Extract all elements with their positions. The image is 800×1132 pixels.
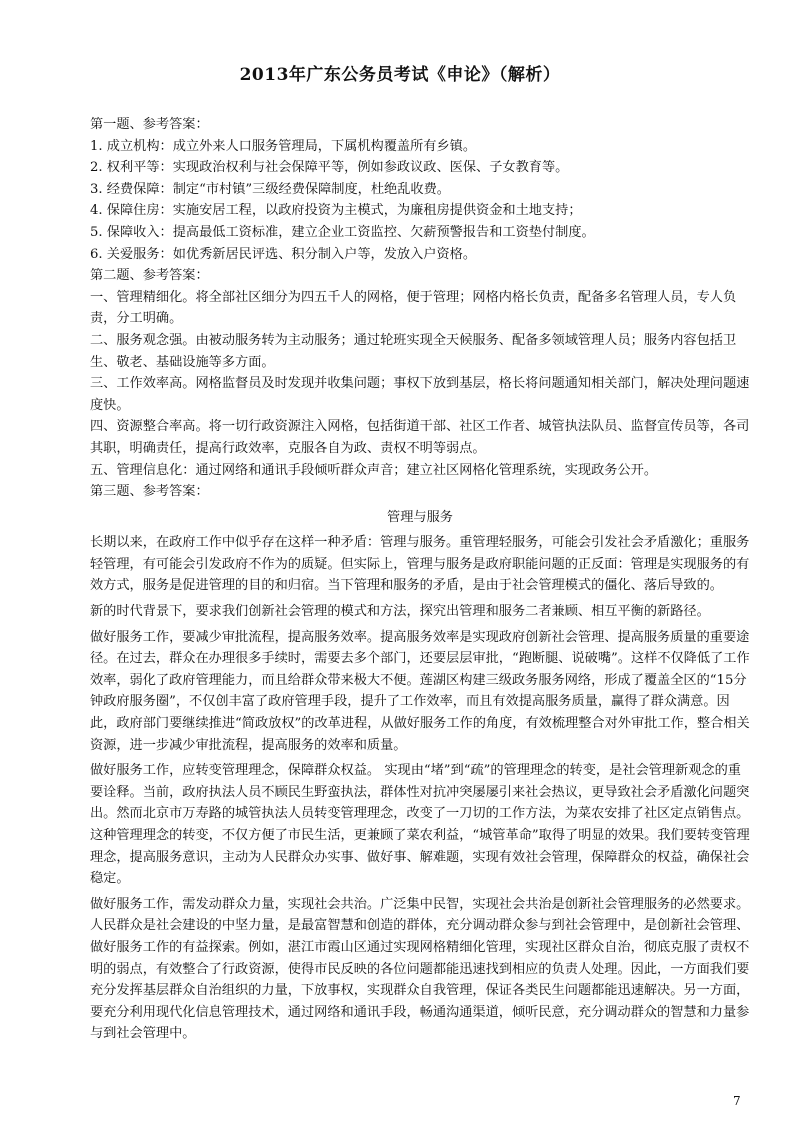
essay-paragraph: 做好服务工作，需发动群众力量，实现社会共治。广泛集中民智，实现社会共治是创新社会管理服务的必然要求。人民群众是社会建设的中坚力量，是最富智慧和创造的群体，充分调动群众参与到社会管理中，是创新社会管理、做好服务工作的有益探索。例如，湛江市霞山区通过实现网格精细化管理，实现社区群众自治，彻底克服了责权不明的弱点，有效整合了行政资源，使得市民反映的各位问题都能迅速找到相应的负责人处理。因此，一方面我们要充分发挥基层群众自治组织的力量，下放事权，实现群众自我管理，保证各类民生问题都能迅速解决。另一方面，要充分利用现代化信息管理技术，通过网络和通讯手段，畅通沟通渠道，倾听民意，充分调动群众的智慧和力量参与到社会管理中。 <box>90 896 750 1042</box>
section1-item: 4. 保障住房：实施安居工程，以政府投资为主模式，为廉租房提供资金和土地支持； <box>90 203 582 219</box>
page-number: 7 <box>733 1094 741 1108</box>
section1-item: 1. 成立机构：成立外来人口服务管理局，下属机构覆盖所有乡镇。 <box>90 138 477 154</box>
section1-item: 5. 保障收入：提高最低工资标准，建立企业工资监控、欠薪预警报告和工资垫付制度。 <box>90 224 595 240</box>
section1-heading: 第一题、参考答案： <box>90 117 209 132</box>
essay-paragraph: 长期以来，在政府工作中似乎存在这样一种矛盾：管理与服务。重管理轻服务，可能会引发社会矛盾激化；重服务轻管理，有可能会引发政府不作为的质疑。但实际上，管理与服务是政府职能问题的正反面：管理是实现服务的有效方式，服务是促进管理的目的和归宿。当下管理和服务的矛盾，是由于社会管理模式的僵化、落后导致的。 <box>90 535 750 594</box>
section3-heading: 第三题、参考答案： <box>90 484 209 500</box>
section2-item: 三、工作效率高。网格监督员及时发现并收集问题；事权下放到基层，格长将问题通知相关部门，解决处理问题速度快。 <box>90 376 750 413</box>
essay-paragraph: 新的时代背景下，要求我们创新社会管理的模式和方法，探究出管理和服务二者兼顾、相互平衡的新路径。 <box>90 604 710 620</box>
section2-item: 二、服务观念强。由被动服务转为主动服务；通过轮班实现全天候服务、配备多领域管理人员；服务内容包括卫生、敬老、基础设施等多方面。 <box>90 332 737 370</box>
essay-paragraph: 做好服务工作，应转变管理理念，保障群众权益。 实现由“堵”到“疏”的管理理念的转变，是社会管理新观念的重要诠释。当前，政府执法人员不顾民生野蛮执法，群体性对抗冲突屡屡引来社会热议，更导致社会矛盾激化问题突出。然而北京市万寿路的城管执法人员转变管理理念，改变了一刀切的工作方法，为菜农安排了社区定点销售点。这种管理理念的转变，不仅方便了市民生活，更兼顾了菜农利益，“城管革命”取得了明显的效果。我们要转变管理理念，提高服务意识，主动为人民群众办实事、做好事、解难题，实现有效社会管理，保障群众的权益，确保社会稳定。 <box>90 763 750 887</box>
section1-item: 2. 权利平等：实现政治权利与社会保障平等，例如参政议政、医保、子女教育等。 <box>90 160 569 176</box>
essay-title: 管理与服务 <box>387 509 453 525</box>
section2-item: 五、管理信息化：通过网络和通讯手段倾听群众声音；建立社区网格化管理系统，实现政务公开。 <box>90 462 658 478</box>
section1-item: 6. 关爱服务：如优秀新居民评选、积分制入户等，发放入户资格。 <box>90 246 477 262</box>
section2-heading: 第二题、参考答案： <box>90 268 209 284</box>
section1-item: 3. 经费保障：制定“市村镇”三级经费保障制度，杜绝乱收费。 <box>90 181 450 197</box>
section2-item: 四、资源整合率高。将一切行政资源注入网格，包括街道干部、社区工作者、城管执法队员、监督宣传员等，各司其职，明确责任，提高行政效率，克服各自为政、责权不明等弱点。 <box>90 419 750 456</box>
document-body <box>90 114 750 1045</box>
section2-item: 一、管理精细化。将全部社区细分为四五千人的网格，便于管理；网格内格长负责，配备多名管理人员，专人负责，分工明确。 <box>90 289 737 327</box>
essay-paragraph: 做好服务工作，要减少审批流程，提高服务效率。提高服务效率是实现政府创新社会管理、提高服务质量的重要途径。在过去，群众在办理很多手续时，需要去多个部门，还要层层审批，“跑断腿、说破嘴”。这样不仅降低了工作效率，弱化了政府管理能力，而且给群众带来极大不便。莲湖区构建三级政务服务网络，形成了覆盖全区的“15分钟政府服务圈”，不仅创丰富了政府管理手段，提升了工作效率，而且有效提高服务质量，赢得了群众满意。因此，政府部门要继续推进“简政放权”的改革进程，从做好服务工作的角度，有效梳理整合对外审批工作，整合相关资源，进一步减少审批流程，提高服务的效率和质量。 <box>90 629 750 753</box>
page-title: 2013年广东公务员考试《申论》（解析） <box>239 65 561 85</box>
